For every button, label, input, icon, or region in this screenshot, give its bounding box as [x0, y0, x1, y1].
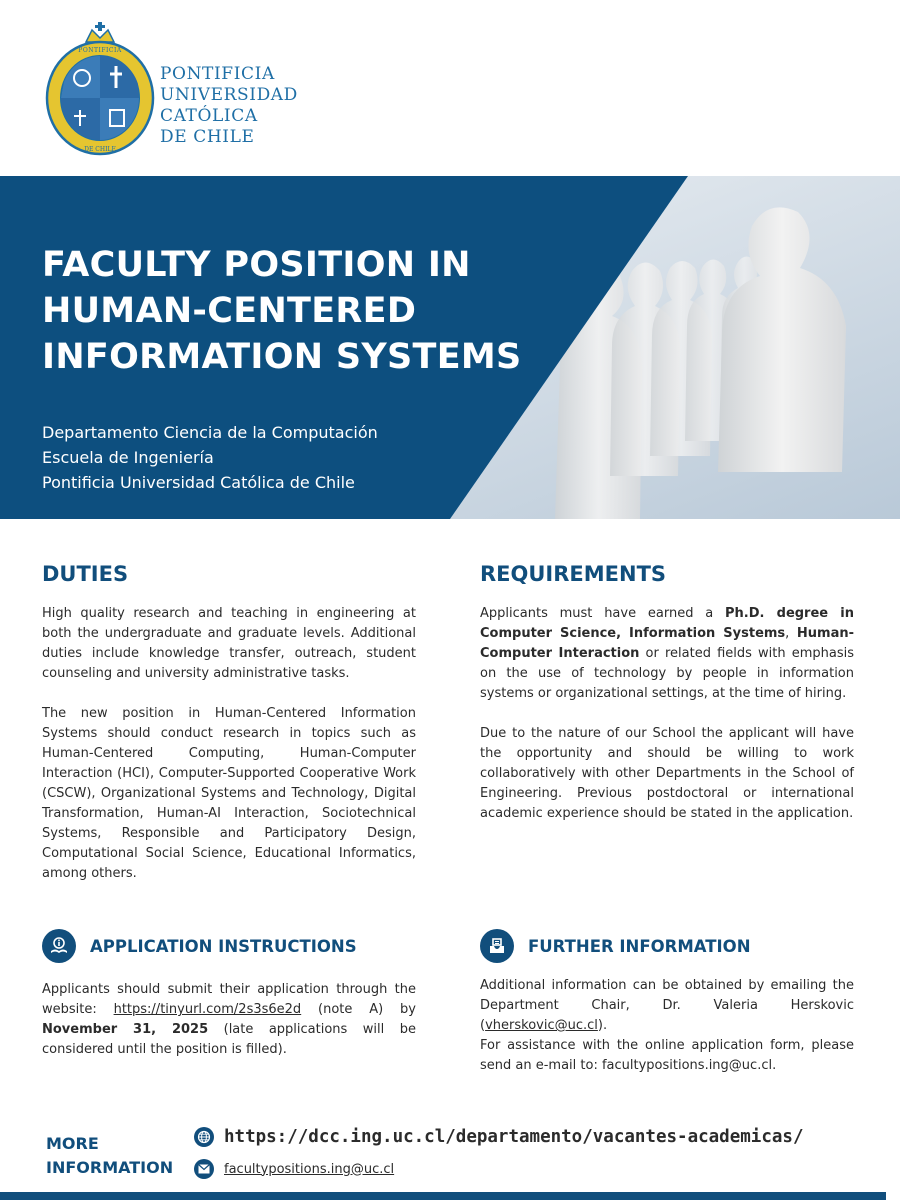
application-paragraph — [42, 980, 416, 1060]
more-information-label — [46, 1132, 173, 1180]
dept-line: Escuela de Ingeniería — [42, 448, 214, 467]
page-title — [42, 242, 522, 380]
email-link[interactable]: facultypositions.ing@uc.cl — [224, 1161, 395, 1177]
text-span: Applicants should submit their application through the website: — [42, 982, 416, 1017]
university-name-line: CATÓLICA — [160, 106, 258, 126]
title-line: FACULTY POSITION IN — [42, 245, 471, 285]
svg-text:DE CHILE: DE CHILE — [84, 146, 116, 153]
requirements-paragraph-2: Due to the nature of our School the applicant will have the opportunity and should be willing to work collaboratively with other Departments in the School of Engineering. Previous postdoctoral or international academic experience should be stated in the application. — [480, 726, 854, 821]
chair-email-link[interactable]: vherskovic@uc.cl — [485, 1018, 598, 1033]
envelope-icon — [194, 1159, 214, 1179]
duties-paragraph-1: High quality research and teaching in engineering at both the undergraduate and graduate levels. Additional duties include knowledge transfer, outreach, student counseling and university administrative tasks. — [42, 606, 416, 681]
dept-line: Departamento Ciencia de la Computación — [42, 423, 378, 442]
degree-emphasis: Ph.D. degree in Computer Science, Information Systems — [480, 606, 854, 641]
text-span: Additional information can be obtained by emailing the Department Chair, Dr. Valeria Herskovic ( — [480, 978, 854, 1033]
further-info-text — [480, 976, 854, 1076]
further-info-header — [480, 929, 751, 963]
application-link[interactable]: https://tinyurl.com/2s3s6e2d — [113, 1002, 302, 1017]
university-name-line: UNIVERSIDAD — [160, 85, 298, 105]
application-header — [42, 929, 357, 963]
globe-icon — [194, 1127, 214, 1147]
hero-banner — [0, 176, 900, 519]
duties-paragraph-2: The new position in Human-Centered Information Systems should conduct research in topics such as Human-Centered Computing, Human-Computer Interaction (HCI), Computer-Supported Cooperative Work (CSCW), Organizational Systems and Technology, Digital Transformation, Human-AI Interaction, Sociotechnical Systems, Responsible and Participatory Design, Computational Social Science, Educational Informatics, among others. — [42, 706, 416, 881]
website-row — [194, 1127, 803, 1147]
further-info-paragraph — [480, 976, 854, 1036]
text-span: or related fields with emphasis on the use of technology by people in information systems or organizational settings, at the time of hiring. — [480, 646, 855, 701]
svg-text:· PONTIFICIA ·: · PONTIFICIA · — [73, 47, 127, 54]
more-line: MORE — [46, 1134, 99, 1153]
title-line: INFORMATION SYSTEMS — [42, 337, 522, 377]
application-text — [42, 980, 416, 1060]
document-info-icon — [42, 929, 76, 963]
bottom-bar — [0, 1192, 886, 1200]
requirements-heading: REQUIREMENTS — [480, 562, 667, 586]
requirements-paragraph-1 — [480, 604, 854, 704]
text-span: (late applications will be considered until the position is filled). — [42, 1022, 416, 1057]
field-emphasis: Human-Computer Interaction — [480, 626, 854, 661]
inbox-tray-icon — [480, 929, 514, 963]
more-line: INFORMATION — [46, 1158, 174, 1177]
department-info — [42, 420, 378, 495]
text-span: ). — [597, 1018, 608, 1033]
title-line: HUMAN-CENTERED — [42, 291, 417, 331]
duties-text — [42, 604, 416, 884]
email-row — [194, 1159, 394, 1179]
text-span: Applicants must have earned a — [480, 606, 725, 621]
duties-heading: DUTIES — [42, 562, 129, 586]
deadline: November 31, 2025 — [42, 1022, 209, 1037]
text-span: , — [785, 626, 797, 641]
assistance-paragraph: For assistance with the online application form, please send an e-mail to: facultypositions.ing@uc.cl. — [480, 1038, 854, 1073]
university-seal-icon — [44, 22, 156, 156]
further-info-heading: FURTHER INFORMATION — [528, 936, 751, 956]
text-span: (note A) by — [301, 1002, 416, 1017]
application-heading: APPLICATION INSTRUCTIONS — [90, 936, 357, 956]
university-name-line: PONTIFICIA — [160, 64, 275, 84]
website-link[interactable]: https://dcc.ing.uc.cl/departamento/vacantes-academicas/ — [224, 1127, 804, 1147]
requirements-text — [480, 604, 854, 824]
university-name — [160, 64, 298, 148]
university-name-line: DE CHILE — [160, 127, 255, 147]
dept-line: Pontificia Universidad Católica de Chile — [42, 473, 355, 492]
